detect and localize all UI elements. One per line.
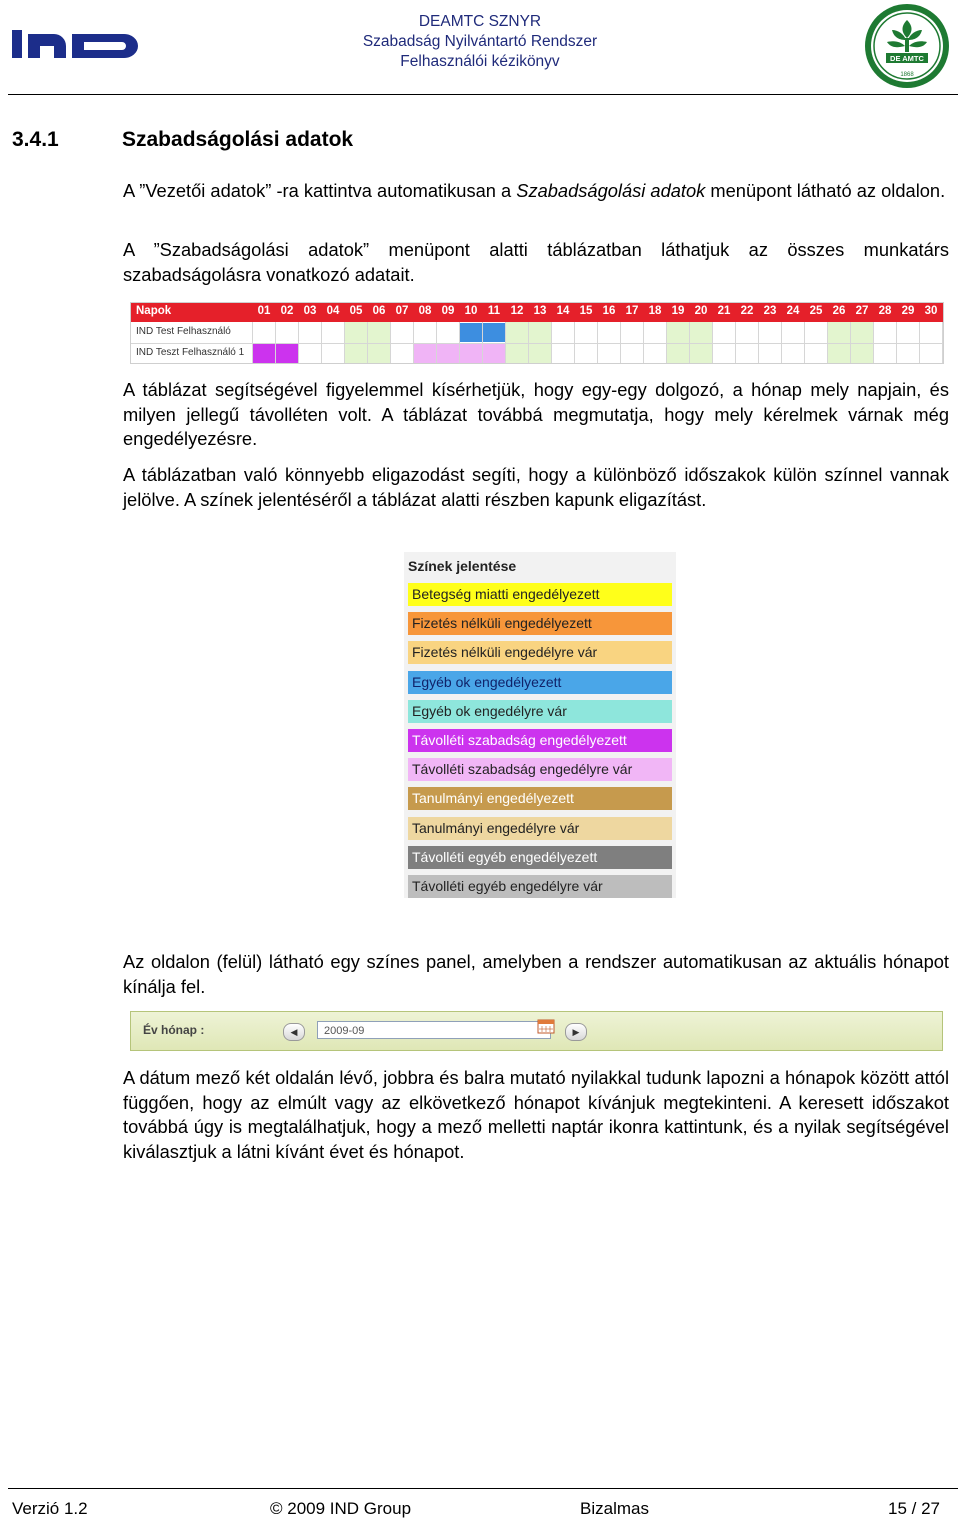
- absence-cell[interactable]: [276, 344, 299, 363]
- section-title: Szabadságolási adatok: [122, 128, 354, 151]
- emphasis-menu-name: Szabadságolási adatok: [516, 180, 706, 201]
- day-header: 01: [257, 305, 271, 317]
- grid-line: [131, 343, 943, 344]
- header-divider: [8, 94, 958, 95]
- day-header: 30: [924, 305, 938, 317]
- legend-item: Betegség miatti engedélyezett: [408, 583, 672, 606]
- day-header: 22: [740, 305, 754, 317]
- absence-cell[interactable]: [437, 344, 460, 363]
- days-header-label: Napok: [136, 305, 172, 317]
- legend-item: Egyéb ok engedélyre vár: [408, 700, 672, 723]
- arrow-left-icon: ◀: [290, 1027, 298, 1037]
- absence-cell[interactable]: [483, 344, 506, 363]
- month-input[interactable]: 2009-09: [317, 1021, 551, 1039]
- legend-item: Tanulmányi engedélyezett: [408, 787, 672, 810]
- color-legend: [404, 552, 676, 898]
- legend-item: Fizetés nélküli engedélyre vár: [408, 641, 672, 664]
- header-titles: [240, 12, 720, 72]
- calendar-icon[interactable]: [537, 1018, 555, 1034]
- header-org: DEAMTC SZNYR: [418, 13, 542, 30]
- legend-item: Fizetés nélküli engedélyezett: [408, 612, 672, 635]
- absence-cell[interactable]: [483, 323, 506, 342]
- legend-item: Távolléti egyéb engedélyezett: [408, 846, 672, 869]
- absence-cell[interactable]: [414, 344, 437, 363]
- day-header: 07: [395, 305, 409, 317]
- day-header: 21: [717, 305, 731, 317]
- day-header: 08: [418, 305, 432, 317]
- deamtc-seal-logo: [862, 2, 952, 90]
- month-selector-panel: [130, 1011, 943, 1051]
- day-header: 29: [901, 305, 915, 317]
- day-header: 18: [648, 305, 662, 317]
- legend-item: Távolléti szabadság engedélyezett: [408, 729, 672, 752]
- day-header: 14: [556, 305, 570, 317]
- day-header: 05: [349, 305, 363, 317]
- footer-divider: [8, 1488, 958, 1489]
- day-header: 24: [786, 305, 800, 317]
- paragraph-text: menüpont látható az oldalon.: [705, 180, 946, 201]
- day-header: 23: [763, 305, 777, 317]
- absence-cell[interactable]: [460, 344, 483, 363]
- day-header: 25: [809, 305, 823, 317]
- absence-cell[interactable]: [253, 344, 276, 363]
- paragraph-navigation: A dátum mező két oldalán lévő, jobbra és balra mutató nyilakkal tudunk lapozni a hónapok között attól függően, hogy az elmúlt vagy az elkövetkező hónapot kívánjuk megtekinteni. A keresett időszakot továbbá úgy is megtalálhatjuk, hogy a mező melletti naptár ikonra kattintunk, és a nyilak segítségével kiválasztjuk a látni kívánt évet és hónapot.: [123, 1067, 949, 1162]
- day-header: 26: [832, 305, 846, 317]
- footer-version: Verzió 1.2: [12, 1499, 88, 1518]
- day-header: 15: [579, 305, 593, 317]
- legend-item: Egyéb ok engedélyezett: [408, 671, 672, 694]
- month-label: Év hónap :: [143, 1023, 205, 1037]
- paragraph-table-intro: A ”Szabadságolási adatok” menüpont alatti táblázatban láthatjuk az összes munkatárs szabadságolásra vonatkozó adatait.: [123, 239, 949, 285]
- day-header: 19: [671, 305, 685, 317]
- svg-text:1868: 1868: [900, 72, 914, 78]
- day-header: 03: [303, 305, 317, 317]
- footer-classification: Bizalmas: [580, 1499, 649, 1518]
- svg-text:DE AMTC: DE AMTC: [890, 54, 924, 63]
- ind-logo: [12, 30, 144, 60]
- day-header: 02: [280, 305, 294, 317]
- day-header: 09: [441, 305, 455, 317]
- prev-month-button[interactable]: [283, 1023, 305, 1041]
- header-doc: Felhasználói kézikönyv: [400, 53, 560, 70]
- day-header: 12: [510, 305, 524, 317]
- day-header: 13: [533, 305, 547, 317]
- header-system: Szabadság Nyilvántartó Rendszer: [362, 33, 598, 50]
- legend-item: Távolléti egyéb engedélyre vár: [408, 875, 672, 898]
- section-heading: [12, 128, 353, 152]
- footer-copyright: © 2009 IND Group: [270, 1499, 412, 1518]
- next-month-button[interactable]: [565, 1023, 587, 1041]
- page-header: [0, 0, 960, 95]
- paragraph-table-purpose: A táblázat segítségével figyelemmel kísérhetjük, hogy egy-egy dolgozó, a hónap mely napjain, és milyen jellegű távolléten volt. A táblázat továbbá megmutatja, hogy mely kérelmek várnak még engedélyezésre.: [123, 379, 949, 449]
- day-header: 10: [464, 305, 478, 317]
- legend-item: Távolléti szabadság engedélyre vár: [408, 758, 672, 781]
- paragraph-month-panel: Az oldalon (felül) látható egy színes panel, amelyben a rendszer automatikusan az aktuális hónapot kínálja fel.: [123, 951, 949, 997]
- day-header: 20: [694, 305, 708, 317]
- day-header: 17: [625, 305, 639, 317]
- arrow-right-icon: ▶: [572, 1027, 580, 1037]
- section-number: 3.4.1: [12, 128, 59, 151]
- legend-title: Színek jelentése: [408, 558, 517, 574]
- footer-page-number: 15 / 27: [888, 1499, 940, 1518]
- day-header: 27: [855, 305, 869, 317]
- day-header: 28: [878, 305, 892, 317]
- employee-row-name[interactable]: IND Teszt Felhasználó 1: [136, 347, 245, 358]
- legend-item: Tanulmányi engedélyre vár: [408, 817, 672, 840]
- paragraph-intro: [123, 179, 949, 204]
- paragraph-colors: A táblázatban való könnyebb eligazodást segíti, hogy a különböző időszakok külön színnel vannak jelölve. A színek jelentéséről a táblázat alatti részben kapunk eligazítást.: [123, 464, 949, 510]
- day-header: 16: [602, 305, 616, 317]
- absence-cell[interactable]: [460, 323, 483, 342]
- days-table: [130, 302, 944, 364]
- day-header: 06: [372, 305, 386, 317]
- paragraph-text: A ”Vezetői adatok” -ra kattintva automatikusan a: [123, 180, 517, 201]
- day-header: 11: [487, 305, 501, 317]
- day-header: 04: [326, 305, 340, 317]
- employee-row-name[interactable]: IND Test Felhasználó: [136, 326, 231, 337]
- days-table-header: [131, 303, 943, 322]
